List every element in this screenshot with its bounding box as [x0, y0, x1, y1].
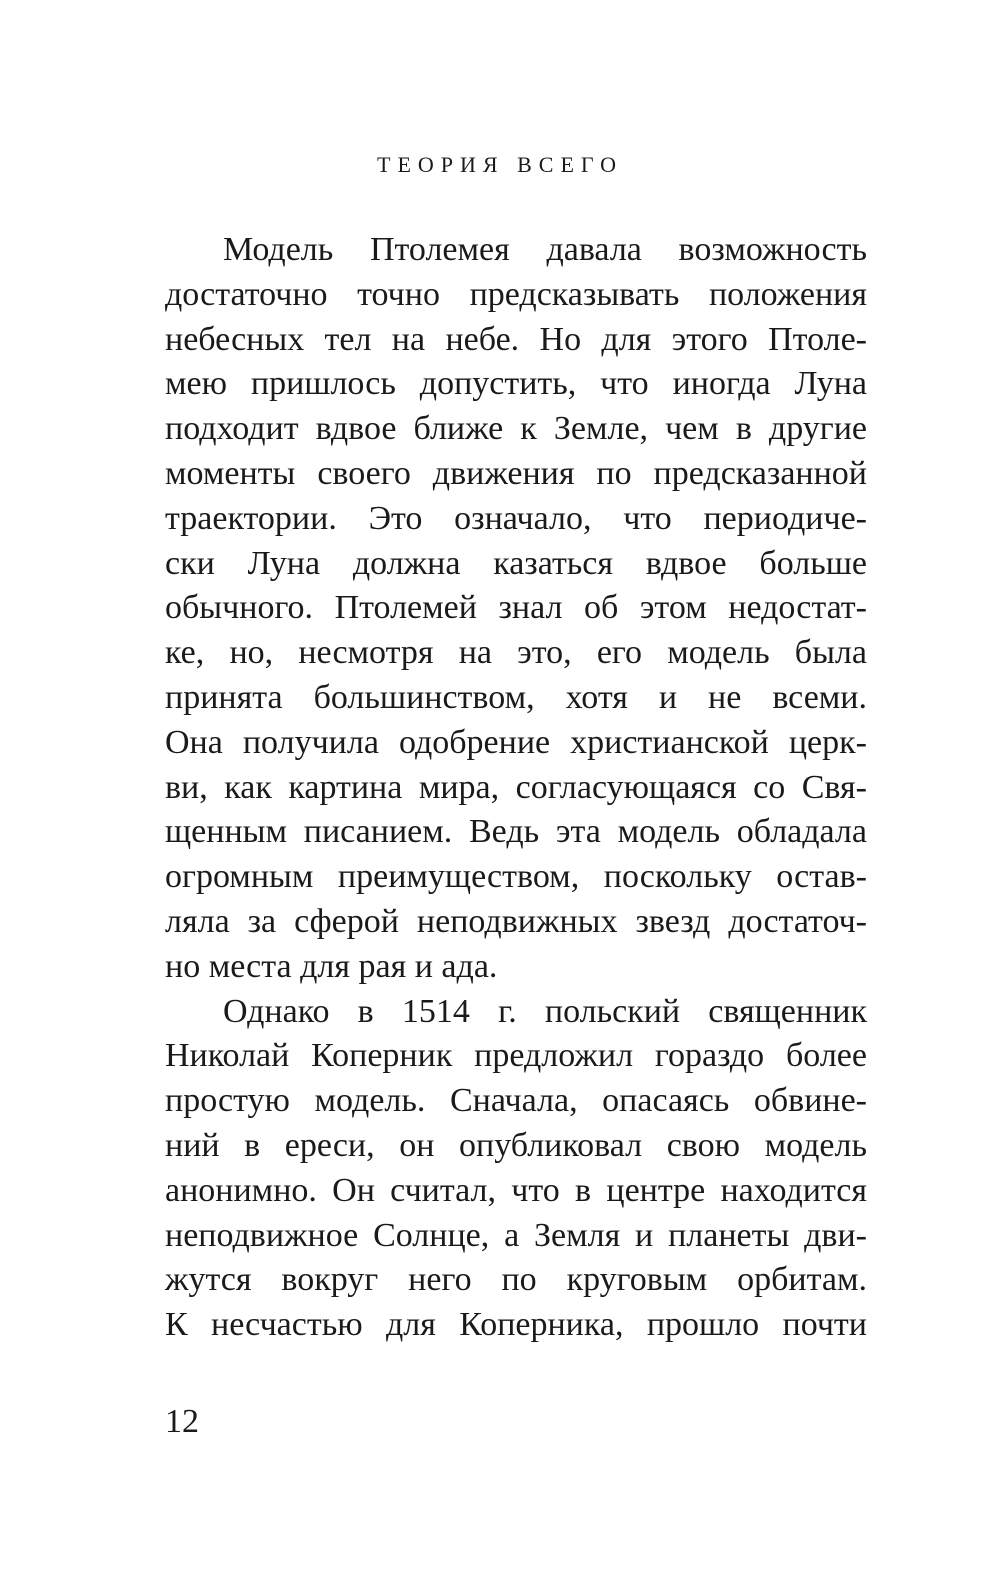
text-line: Модель Птолемея давала возможность	[223, 231, 867, 268]
text-line: простую модель. Сначала, опасаясь обвине-	[165, 1082, 867, 1120]
text-line: но места для рая и ада.	[165, 947, 498, 985]
text-line: моменты своего движения по предсказанной	[165, 454, 867, 492]
text-line: огромным преимуществом, поскольку остав-	[165, 858, 867, 896]
text-line: ски Луна должна казаться вдвое больше	[165, 544, 867, 582]
text-line: ний в ереси, он опубликовал свою модель	[165, 1126, 867, 1164]
text-line: достаточно точно предсказывать положения	[165, 275, 867, 313]
text-line: мею пришлось допустить, что иногда Луна	[165, 365, 867, 403]
text-line: жутся вокруг него по круговым орбитам.	[165, 1261, 867, 1299]
text-line: ляла за сферой неподвижных звезд достаточ-	[165, 902, 867, 940]
text-line: Однако в 1514 г. польский священник	[223, 992, 867, 1030]
text-line: К несчастью для Коперника, прошло почти	[165, 1306, 867, 1344]
text-line: принята большинством, хотя и не всеми.	[165, 678, 867, 716]
text-line: анонимно. Он считал, что в центре находится	[165, 1171, 867, 1209]
running-head: ТЕОРИЯ ВСЕГО	[377, 152, 623, 177]
text-line: ви, как картина мира, согласующаяся со Свя-	[165, 768, 867, 806]
paragraph-1	[165, 228, 867, 990]
text-line: ке, но, несмотря на это, его модель была	[165, 634, 867, 672]
text-line: щенным писанием. Ведь эта модель обладала	[165, 813, 867, 851]
text-line: обычного. Птолемей знал об этом недостат-	[165, 589, 867, 627]
text-line: Николай Коперник предложил гораздо более	[165, 1037, 867, 1075]
body-text	[165, 228, 867, 1348]
text-line: небесных тел на небе. Но для этого Птоле-	[165, 320, 867, 358]
text-line: неподвижное Солнце, а Земля и планеты дви-	[165, 1216, 867, 1254]
text-line: траектории. Это означало, что периодиче-	[165, 499, 867, 537]
paragraph-2	[165, 990, 867, 1348]
text-line: Она получила одобрение христианской церк-	[165, 723, 867, 761]
text-line: подходит вдвое ближе к Земле, чем в другие	[165, 410, 867, 448]
page-number: 12	[165, 1403, 199, 1440]
